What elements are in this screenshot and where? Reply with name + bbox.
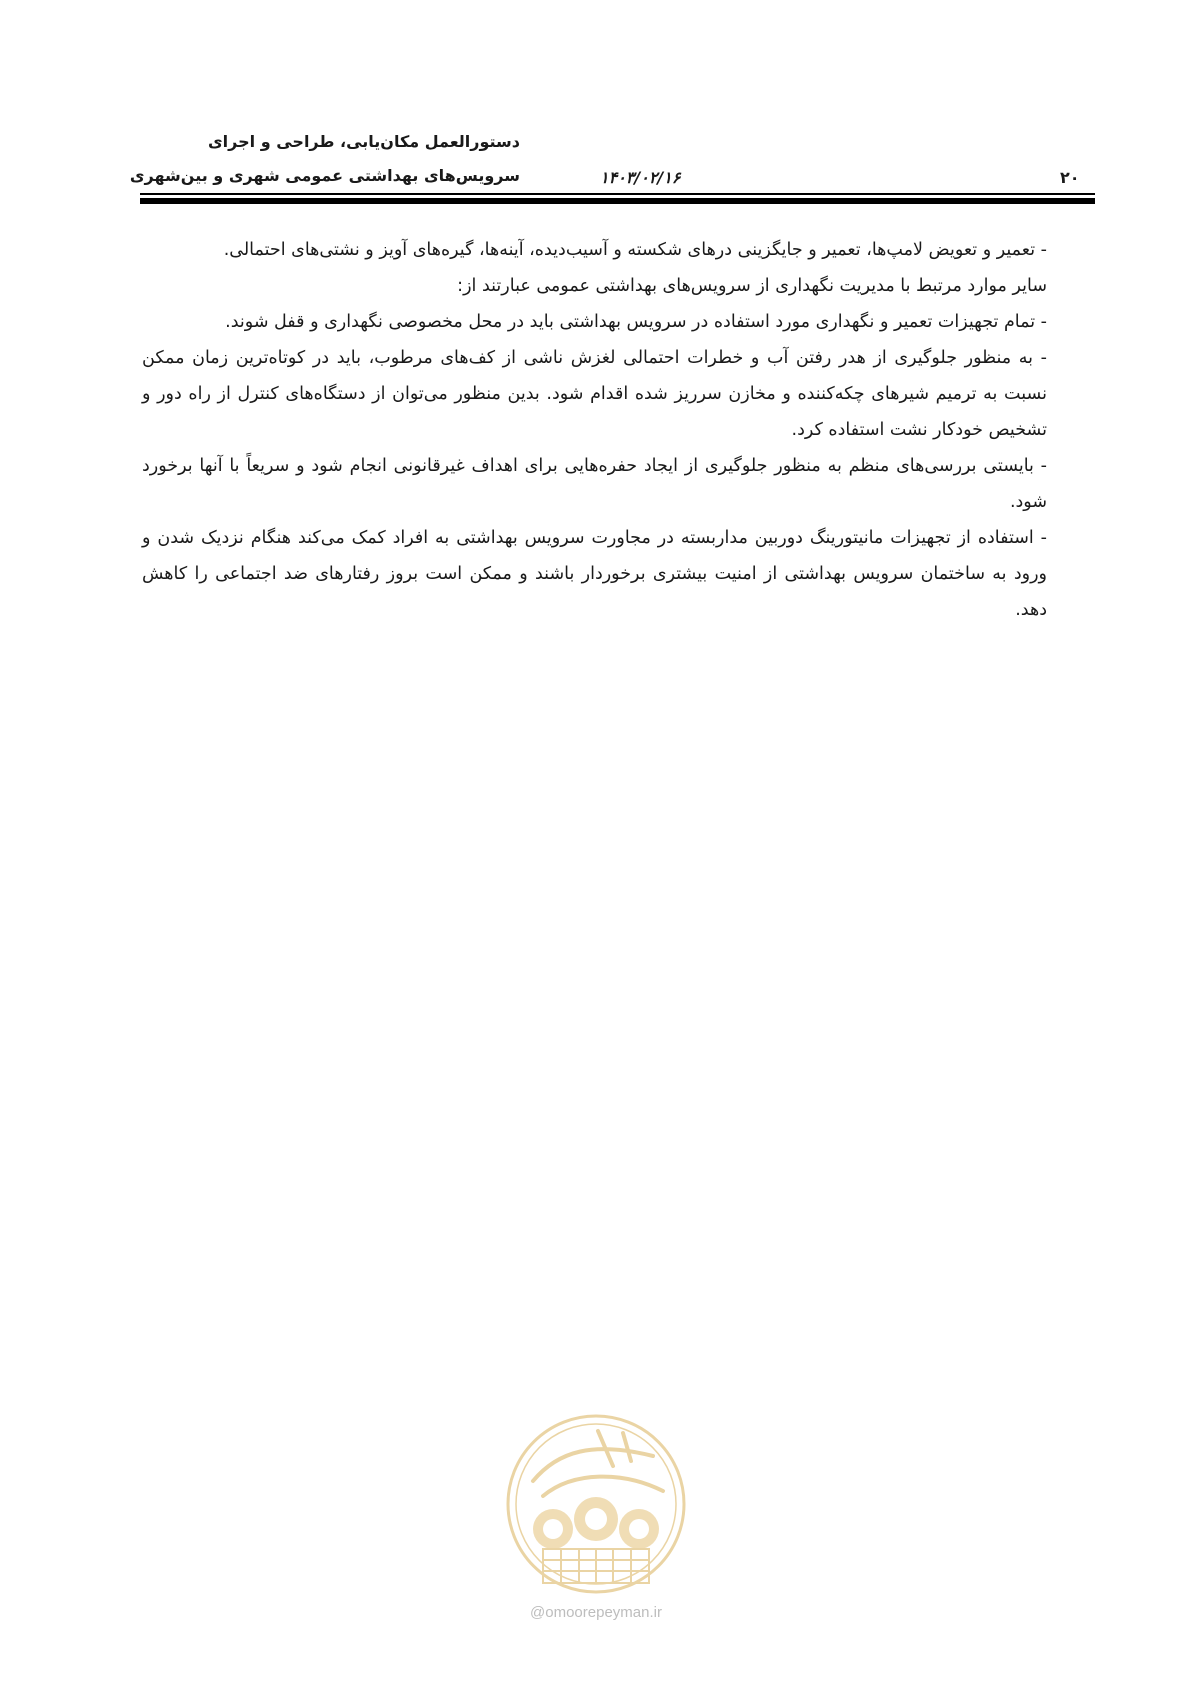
document-title: دستورالعمل مکان‌یابی، طراحی و اجرای (208, 132, 520, 151)
paragraph: - استفاده از تجهیزات مانیتورینگ دوربین مداربسته در مجاورت سرویس بهداشتی به افراد کمک می‌کند هنگام نزدیک شدن و ورود به ساختمان سرویس بهداشتی از امنیت بیشتری برخوردار باشند و ممکن است بروز رفتارهای ضد اجتماعی را کاهش دهد. (142, 528, 1047, 620)
paragraph: - تمام تجهیزات تعمیر و نگهداری مورد استفاده در سرویس بهداشتی باید در محل مخصوصی نگهداری و قفل شوند. (225, 312, 1047, 332)
paragraph: سایر موارد مرتبط با مدیریت نگهداری از سرویس‌های بهداشتی عمومی عبارتند از: (457, 276, 1047, 296)
header-rule-thin (140, 193, 1095, 195)
document-subtitle: سرویس‌های بهداشتی عمومی شهری و بین‌شهری (129, 166, 520, 185)
paragraph: - تعمیر و تعویض لامپ‌ها، تعمیر و جایگزینی درهای شکسته و آسیب‌دیده، آینه‌ها، گیره‌های آویز و نشتی‌های احتمالی. (223, 240, 1047, 260)
watermark-logo (503, 1411, 689, 1597)
page-number: ۲۰ (1060, 168, 1080, 187)
page-header (129, 128, 1095, 208)
watermark-site: @omoorepeyman.ir (530, 1604, 662, 1621)
paragraph: - به منظور جلوگیری از هدر رفتن آب و خطرات احتمالی لغزش ناشی از کف‌های مرطوب، باید در کوتاه‌ترین زمان ممکن نسبت به ترمیم شیرهای چکه‌کننده و مخازن سرریز شده اقدام شود. بدین منظور می‌توان از دستگاه‌های کنترل از راه دور و تشخیص خودکار نشت استفاده کرد. (142, 348, 1047, 440)
body-text (142, 232, 1047, 628)
header-rule-thick (140, 198, 1095, 204)
document-date: ۱۴۰۳/۰۲/۱۶ (600, 168, 681, 187)
paragraph: - بایستی بررسی‌های منظم به منظور جلوگیری از ایجاد حفره‌هایی برای اهداف غیرقانونی انجام شود و سریعاً با آنها برخورد شود. (142, 456, 1047, 512)
